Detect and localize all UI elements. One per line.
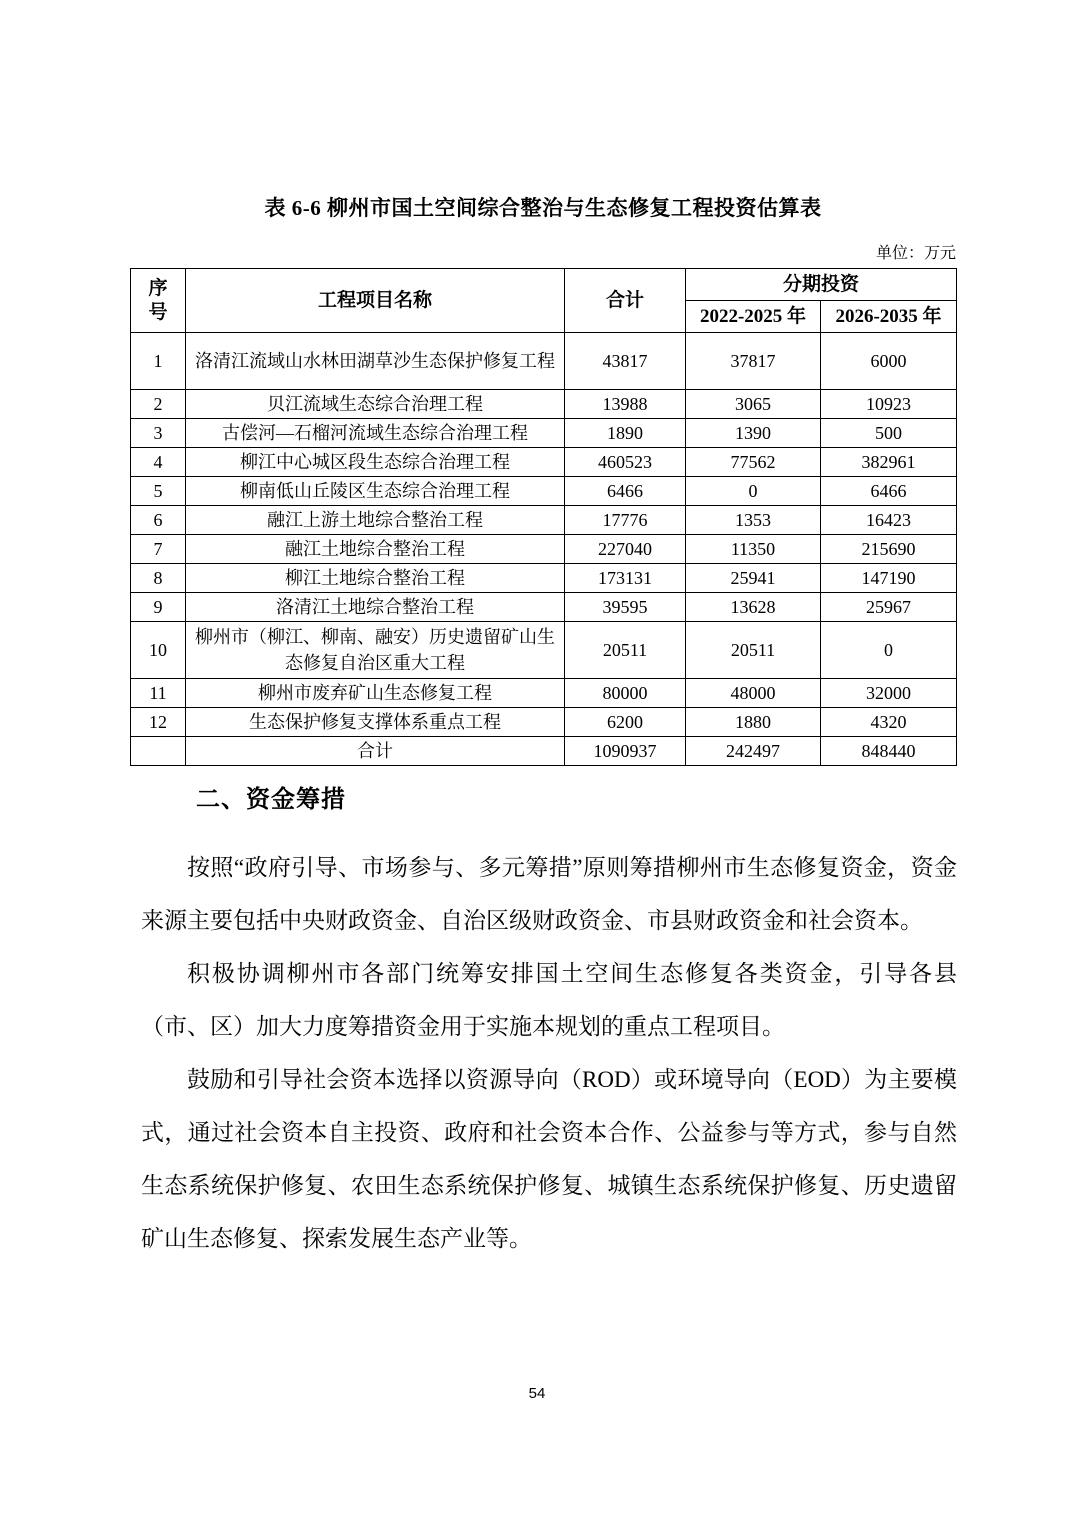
cell-project-name: 融江土地综合整治工程 — [186, 535, 565, 564]
cell-total: 39595 — [565, 593, 686, 622]
cell-no: 3 — [131, 419, 186, 448]
cell-total: 173131 — [565, 564, 686, 593]
table-row — [131, 448, 957, 477]
table-row — [131, 535, 957, 564]
section-heading: 二、资金筹措 — [196, 787, 346, 813]
cell-phase2: 32000 — [821, 679, 957, 708]
table-row — [131, 593, 957, 622]
cell-total: 13988 — [565, 390, 686, 419]
header-phased-investment: 分期投资 — [686, 269, 957, 301]
table-row — [131, 564, 957, 593]
cell-project-name: 柳南低山丘陵区生态综合治理工程 — [186, 477, 565, 506]
cell-project-name: 柳江土地综合整治工程 — [186, 564, 565, 593]
paragraph: 按照“政府引导、市场参与、多元筹措”原则筹措柳州市生态修复资金，资金来源主要包括中央财政资金、自治区级财政资金、市县财政资金和社会资本。 — [141, 855, 957, 933]
cell-phase2: 215690 — [821, 535, 957, 564]
table-row — [131, 419, 957, 448]
cell-phase1: 11350 — [686, 535, 821, 564]
cell-phase2: 500 — [821, 419, 957, 448]
cell-phase1: 48000 — [686, 679, 821, 708]
cell-phase1: 25941 — [686, 564, 821, 593]
cell-phase1: 3065 — [686, 390, 821, 419]
section-body — [141, 841, 957, 1265]
unit-note: 单位：万元 — [875, 245, 956, 262]
cell-phase2: 382961 — [821, 448, 957, 477]
cell-project-name: 融江上游土地综合整治工程 — [186, 506, 565, 535]
cell-total: 1890 — [565, 419, 686, 448]
cell-total-label: 合计 — [186, 737, 565, 766]
paragraph: 积极协调柳州市各部门统筹安排国土空间生态修复各类资金，引导各县（市、区）加大力度筹措资金用于实施本规划的重点工程项目。 — [141, 961, 957, 1039]
header-phase-2022-2025: 2022-2025 年 — [686, 301, 821, 333]
header-index-line2: 号 — [148, 301, 168, 323]
cell-no: 5 — [131, 477, 186, 506]
header-project-name: 工程项目名称 — [186, 269, 565, 333]
header-index — [131, 269, 186, 333]
cell-no: 8 — [131, 564, 186, 593]
cell-total: 17776 — [565, 506, 686, 535]
cell-total: 460523 — [565, 448, 686, 477]
table-row — [131, 622, 957, 679]
cell-project-name: 柳州市（柳江、柳南、融安）历史遗留矿山生态修复自治区重大工程 — [186, 622, 565, 679]
table-header — [131, 269, 957, 333]
table-row — [131, 708, 957, 737]
cell-project-name: 柳州市废弃矿山生态修复工程 — [186, 679, 565, 708]
cell-no: 12 — [131, 708, 186, 737]
cell-phase1: 1353 — [686, 506, 821, 535]
cell-project-name: 柳江中心城区段生态综合治理工程 — [186, 448, 565, 477]
table-row — [131, 477, 957, 506]
cell-no: 4 — [131, 448, 186, 477]
cell-phase2: 6466 — [821, 477, 957, 506]
cell-phase1: 20511 — [686, 622, 821, 679]
table-total-row — [131, 737, 957, 766]
cell-project-name: 洛清江土地综合整治工程 — [186, 593, 565, 622]
header-row-1 — [131, 269, 957, 301]
cell-phase1: 77562 — [686, 448, 821, 477]
cell-phase1: 1880 — [686, 708, 821, 737]
cell-phase2: 6000 — [821, 333, 957, 390]
cell-total: 6200 — [565, 708, 686, 737]
cell-project-name: 洛清江流域山水林田湖草沙生态保护修复工程 — [186, 333, 565, 390]
cell-total: 20511 — [565, 622, 686, 679]
cell-phase1: 37817 — [686, 333, 821, 390]
cell-total: 80000 — [565, 679, 686, 708]
table-row — [131, 506, 957, 535]
cell-phase1: 1390 — [686, 419, 821, 448]
investment-table — [130, 268, 957, 766]
cell-no: 2 — [131, 390, 186, 419]
table-title: 表 6-6 柳州市国土空间综合整治与生态修复工程投资估算表 — [264, 196, 822, 220]
cell-phase2: 147190 — [821, 564, 957, 593]
cell-project-name: 古偿河—石榴河流域生态综合治理工程 — [186, 419, 565, 448]
table-row — [131, 679, 957, 708]
cell-total: 6466 — [565, 477, 686, 506]
cell-no: 10 — [131, 622, 186, 679]
cell-phase2: 16423 — [821, 506, 957, 535]
cell-phase2: 4320 — [821, 708, 957, 737]
table-row — [131, 390, 957, 419]
cell-no: 9 — [131, 593, 186, 622]
cell-phase2: 25967 — [821, 593, 957, 622]
cell-no: 11 — [131, 679, 186, 708]
header-total: 合计 — [565, 269, 686, 333]
cell-phase2: 0 — [821, 622, 957, 679]
cell-phase1: 13628 — [686, 593, 821, 622]
cell-project-name: 贝江流域生态综合治理工程 — [186, 390, 565, 419]
cell-total: 1090937 — [565, 737, 686, 766]
page-number: 54 — [528, 1385, 546, 1402]
header-phase-2026-2035: 2026-2035 年 — [821, 301, 957, 333]
cell-phase1: 242497 — [686, 737, 821, 766]
cell-no: 7 — [131, 535, 186, 564]
cell-phase2: 10923 — [821, 390, 957, 419]
cell-phase1: 0 — [686, 477, 821, 506]
cell-no — [131, 737, 186, 766]
cell-phase2: 848440 — [821, 737, 957, 766]
cell-no: 6 — [131, 506, 186, 535]
paragraph: 鼓励和引导社会资本选择以资源导向（ROD）或环境导向（EOD）为主要模式，通过社会资本自主投资、政府和社会资本合作、公益参与等方式，参与自然生态系统保护修复、农田生态系统保护修复、城镇生态系统保护修复、历史遗留矿山生态修复、探索发展生态产业等。 — [141, 1067, 957, 1251]
cell-no: 1 — [131, 333, 186, 390]
table-row — [131, 333, 957, 390]
header-index-line1: 序 — [148, 277, 168, 299]
cell-total: 227040 — [565, 535, 686, 564]
cell-project-name: 生态保护修复支撑体系重点工程 — [186, 708, 565, 737]
cell-total: 43817 — [565, 333, 686, 390]
